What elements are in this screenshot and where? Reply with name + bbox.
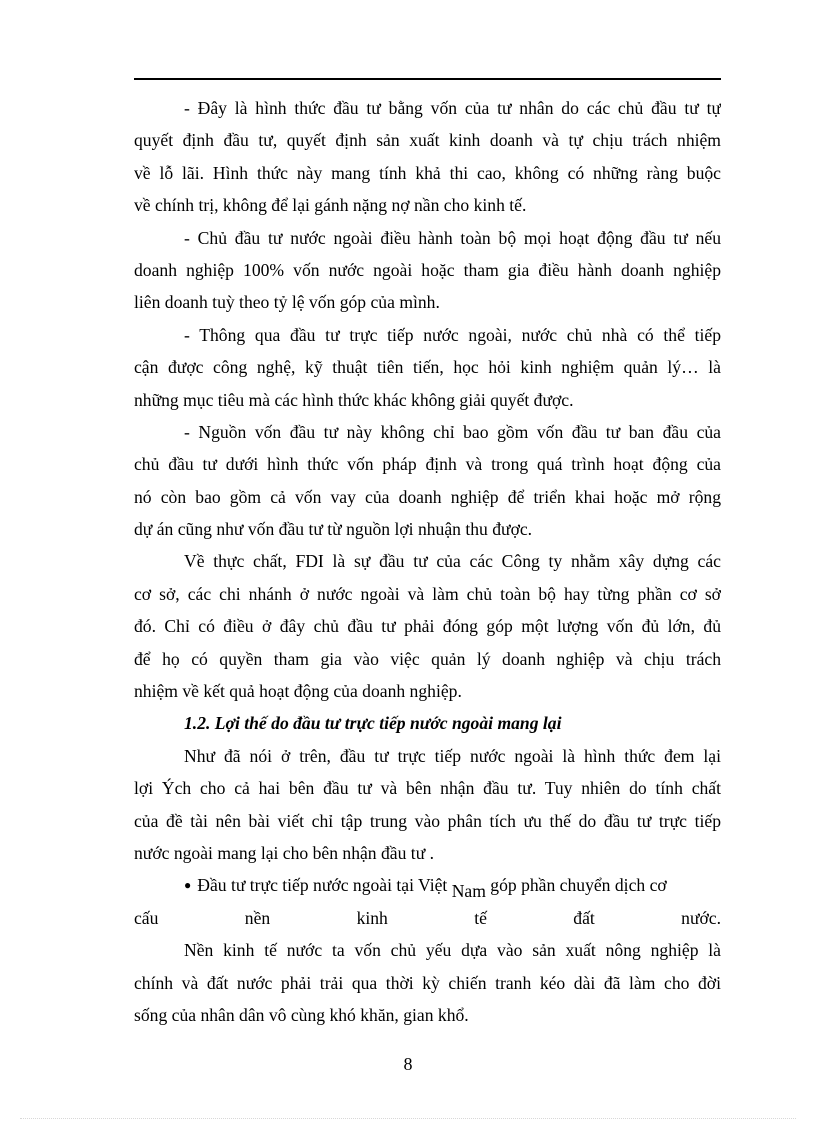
- text-line: sống của nhân dân vô cùng khó khăn, gian khổ.: [134, 1004, 469, 1025]
- text-line: lợi Ých cho cả hai bên đầu tư và bên nhận đầu tư. Tuy nhiên do tính chất: [134, 778, 721, 799]
- text-line: chính và đất nước phải trải qua thời kỳ chiến tranh kéo dài đã làm cho đời: [134, 972, 721, 993]
- text-line: nước ngoài mang lại cho bên nhận đầu tư .: [134, 842, 435, 863]
- text-line: về chính trị, không để lại gánh nặng nợ nần cho kinh tế.: [134, 195, 527, 216]
- text-line: cận được công nghệ, kỹ thuật tiên tiến, học hỏi kinh nghiệm quản lý… là: [134, 357, 721, 378]
- bullet-text-after: góp phần chuyển dịch cơ: [485, 875, 667, 896]
- text-line: Về thực chất, FDI là sự đầu tư của các Công ty nhằm xây dựng các: [184, 551, 721, 572]
- closing-paragraph: [134, 934, 721, 1031]
- header-rule: [134, 78, 721, 80]
- bullet-item: [134, 869, 721, 901]
- bullet-continuation: cấu nền kinh tế đất nước.: [134, 907, 721, 928]
- bullet-text-sub: Nam: [451, 881, 486, 902]
- text-line: về lỗ lãi. Hình thức này mang tính khả thi cao, không có những ràng buộc: [134, 162, 721, 183]
- bullet-icon: ●: [184, 878, 192, 893]
- text-line: để họ có quyền tham gia vào việc quản lý doanh nghiệp và chịu trách: [134, 648, 721, 669]
- footer-divider: [20, 1118, 796, 1119]
- paragraph-lines: [134, 92, 721, 869]
- text-line: quyết định đầu tư, quyết định sản xuất kinh doanh và tự chịu trách nhiệm: [134, 130, 721, 151]
- text-line: nhiệm về kết quả hoạt động của doanh nghiệp.: [134, 681, 462, 702]
- text-line: cơ sở, các chi nhánh ở nước ngoài và làm chủ toàn bộ hay từng phần cơ sở: [134, 583, 721, 604]
- text-line: - Nguồn vốn đầu tư này không chỉ bao gồm vốn đầu tư ban đầu của: [184, 421, 721, 442]
- text-line: - Đây là hình thức đầu tư bằng vốn của tư nhân do các chủ đầu tư tự: [184, 98, 721, 118]
- text-line: - Thông qua đầu tư trực tiếp nước ngoài, nước chủ nhà có thể tiếp: [184, 324, 721, 345]
- text-line: đó. Chỉ có điều ở đây chủ đầu tư phải đóng góp một lượng vốn đủ lớn, đủ: [134, 616, 721, 637]
- bullet-text-before: Đầu tư trực tiếp nước ngoài tại Việt: [197, 875, 452, 896]
- text-line: chủ đầu tư dưới hình thức vốn pháp định và trong quá trình hoạt động của: [134, 454, 721, 475]
- text-line: liên doanh tuỳ theo tỷ lệ vốn góp của mình.: [134, 292, 440, 313]
- text-line: của đề tài nên bài viết chỉ tập trung vào phân tích ưu thế do đầu tư trực tiếp: [134, 810, 721, 831]
- text-line: những mục tiêu mà các hình thức khác không giải quyết được.: [134, 389, 574, 410]
- document-body: [134, 92, 721, 1031]
- text-line: - Chủ đầu tư nước ngoài điều hành toàn bộ mọi hoạt động đầu tư nếu: [184, 227, 721, 248]
- text-line: Nền kinh tế nước ta vốn chủ yếu dựa vào sản xuất nông nghiệp là: [184, 940, 721, 961]
- text-line: dự án cũng như vốn đầu tư từ nguồn lợi nhuận thu được.: [134, 519, 533, 540]
- page-number: 8: [403, 1054, 413, 1074]
- section-heading: 1.2. Lợi thế do đầu tư trực tiếp nước ngoài mang lại: [184, 713, 562, 734]
- text-line: Như đã nói ở trên, đầu tư trực tiếp nước ngoài là hình thức đem lại: [184, 745, 721, 766]
- text-line: nó còn bao gồm cả vốn vay của doanh nghiệp để triển khai hoặc mở rộng: [134, 486, 721, 507]
- text-line: doanh nghiệp 100% vốn nước ngoài hoặc tham gia điều hành doanh nghiệp: [134, 259, 721, 280]
